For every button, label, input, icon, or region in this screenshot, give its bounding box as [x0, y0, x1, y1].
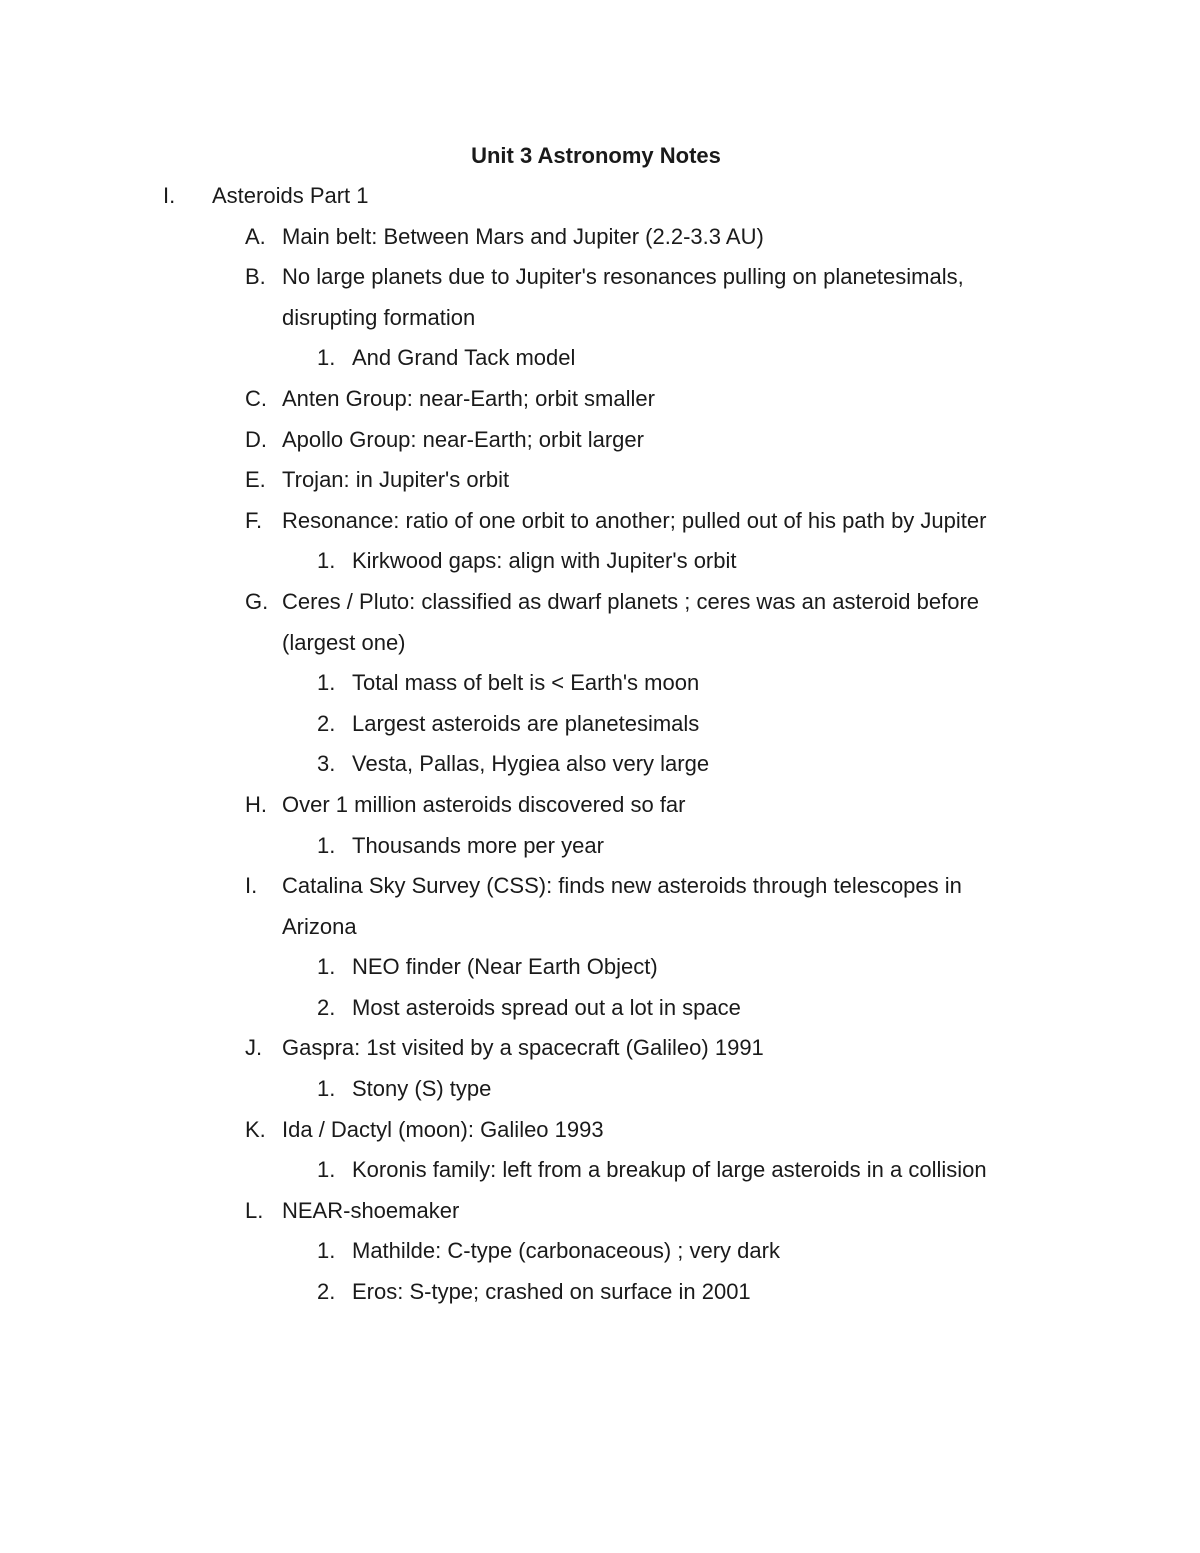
outline-marker: I.: [163, 183, 176, 208]
outline-continuation-line: [0, 628, 1200, 669]
outline-text: NEO finder (Near Earth Object): [352, 954, 658, 980]
outline-text: Vesta, Pallas, Hygiea also very large: [352, 751, 710, 777]
outline-marker: H.: [245, 791, 267, 817]
outline-item-level-3: [0, 1277, 1200, 1318]
outline-text: Main belt: Between Mars and Jupiter (2.2-3.3 AU): [282, 223, 764, 249]
outline-marker: 1.: [317, 548, 336, 574]
outline-marker: F.: [245, 507, 263, 533]
outline-item-level-2: [0, 1196, 1200, 1237]
outline-text: NEAR-shoemaker: [282, 1197, 460, 1223]
outline-marker: L.: [245, 1197, 264, 1223]
outline-text: Catalina Sky Survey (CSS): finds new asteroids through telescopes in: [282, 873, 962, 899]
outline-text: Trojan: in Jupiter's orbit: [282, 467, 510, 493]
outline-text: Arizona: [282, 913, 357, 939]
outline-item-level-2: [0, 465, 1200, 506]
outline-item-level-3: [0, 343, 1200, 384]
outline-marker: 1.: [317, 670, 336, 696]
outline-item-level-3: [0, 1074, 1200, 1115]
outline-text: Ceres / Pluto: classified as dwarf planets ; ceres was an asteroid before: [282, 588, 980, 614]
outline-item-level-3: [0, 709, 1200, 750]
outline-text: Gaspra: 1st visited by a spacecraft (Galileo) 1991: [282, 1035, 764, 1061]
outline-item-level-3: [0, 1236, 1200, 1277]
outline-marker: C.: [245, 385, 267, 411]
outline-marker: 1.: [317, 832, 336, 858]
outline-marker: 2.: [317, 710, 336, 736]
outline-item-level-3: [0, 952, 1200, 993]
outline-marker: 1.: [317, 1238, 336, 1264]
outline-text: Largest asteroids are planetesimals: [352, 710, 700, 736]
outline-item-level-3: [0, 749, 1200, 790]
outline-item-level-2: [0, 425, 1200, 466]
outline-item-level-3: [0, 993, 1200, 1034]
outline-text: Ida / Dactyl (moon): Galileo 1993: [282, 1116, 604, 1142]
outline-text: Kirkwood gaps: align with Jupiter's orbit: [352, 548, 737, 574]
outline-marker: B.: [245, 264, 266, 290]
outline-marker: 1.: [317, 1157, 336, 1183]
outline-text: And Grand Tack model: [352, 345, 576, 371]
outline-marker: 2.: [317, 1279, 336, 1305]
outline-text: Most asteroids spread out a lot in space: [352, 994, 741, 1020]
outline-item-level-2: [0, 222, 1200, 263]
outline-text: (largest one): [282, 629, 406, 655]
outline-item-level-2: [0, 506, 1200, 547]
document-title: Unit 3 Astronomy Notes: [471, 143, 721, 168]
outline-marker: 2.: [317, 994, 336, 1020]
outline-text: Thousands more per year: [352, 832, 604, 858]
outline-item-level-3: [0, 831, 1200, 872]
outline-text: Resonance: ratio of one orbit to another; pulled out of his path by Jupiter: [282, 507, 987, 533]
outline-text: Total mass of belt is < Earth's moon: [352, 670, 700, 696]
outline-text: Anten Group: near-Earth; orbit smaller: [282, 385, 655, 411]
outline-text: Mathilde: C-type (carbonaceous) ; very dark: [352, 1238, 780, 1264]
outline-text: disrupting formation: [282, 304, 476, 330]
outline-text: Koronis family: left from a breakup of large asteroids in a collision: [352, 1157, 987, 1183]
outline-item-level-2: [0, 262, 1200, 303]
outline-item-level-2: [0, 587, 1200, 628]
outline-item-level-3: [0, 668, 1200, 709]
outline-marker: 1.: [317, 954, 336, 980]
outline-marker: G.: [245, 588, 269, 614]
outline-marker: K.: [245, 1116, 266, 1142]
outline-marker: 3.: [317, 751, 336, 777]
outline-marker: 1.: [317, 1076, 336, 1102]
outline-text: Eros: S-type; crashed on surface in 2001: [352, 1279, 751, 1305]
outline-text: Apollo Group: near-Earth; orbit larger: [282, 426, 644, 452]
outline-item-level-3: [0, 546, 1200, 587]
outline-item-level-2: [0, 790, 1200, 831]
outline-text: Stony (S) type: [352, 1076, 492, 1102]
outline-text: Over 1 million asteroids discovered so far: [282, 791, 686, 817]
outline-item-level-2: [0, 1115, 1200, 1156]
outline-marker: E.: [245, 467, 266, 493]
outline-item-level-2: [0, 871, 1200, 912]
notes-outline: [0, 181, 1200, 1318]
outline-item-level-3: [0, 1155, 1200, 1196]
outline-text: Asteroids Part 1: [212, 183, 369, 208]
outline-marker: J.: [245, 1035, 263, 1061]
outline-marker: 1.: [317, 345, 336, 371]
outline-continuation-line: [0, 912, 1200, 953]
outline-marker: D.: [245, 426, 267, 452]
outline-marker: I.: [245, 873, 258, 899]
outline-item-level-1: [0, 181, 1200, 222]
outline-item-level-2: [0, 1033, 1200, 1074]
outline-marker: A.: [245, 223, 266, 249]
outline-item-level-2: [0, 384, 1200, 425]
outline-continuation-line: [0, 303, 1200, 344]
outline-text: No large planets due to Jupiter's resonances pulling on planetesimals,: [282, 264, 964, 290]
